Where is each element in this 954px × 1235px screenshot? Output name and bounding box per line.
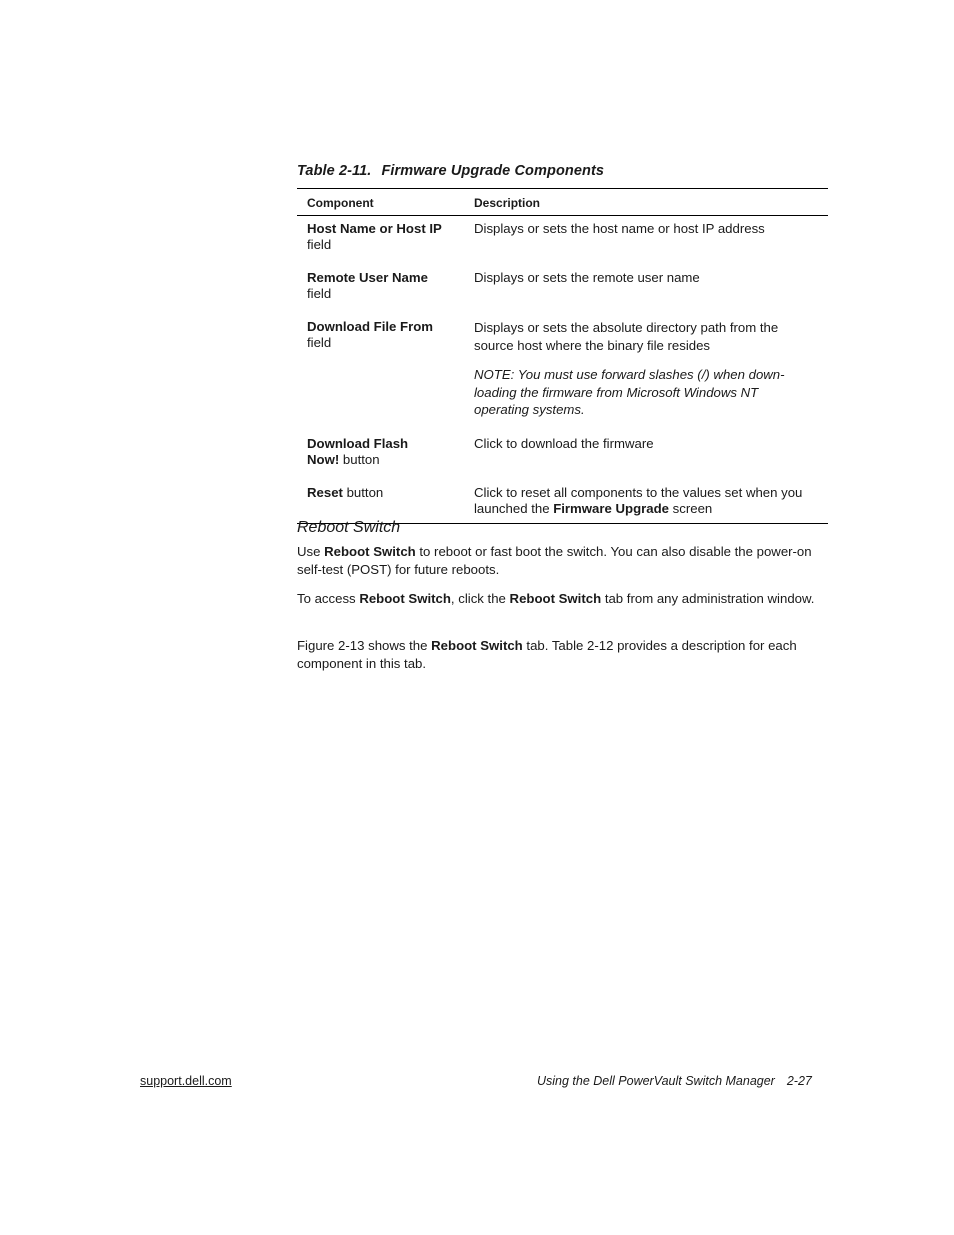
description-cell [474, 480, 828, 524]
p2-post: tab from any administration window. [604, 591, 815, 606]
description-cell [474, 314, 828, 431]
description-text: Displays or sets the absolute directory path from the source host where the binary file resides [474, 320, 779, 353]
footer-title: Using the Dell PowerVault Switch Manager [537, 1074, 775, 1088]
component-name: Host Name or Host IP [307, 221, 442, 236]
component-name-line2: Now! [307, 451, 340, 467]
table-row [297, 431, 828, 480]
component-type: button [342, 451, 380, 467]
support-link[interactable]: support.dell.com [140, 1074, 232, 1088]
component-type: button [346, 484, 384, 500]
description-text: Click to download the firmware [474, 435, 654, 451]
component-type: field [307, 335, 332, 350]
p1-pre: Use [297, 544, 321, 559]
running-footer [537, 1074, 812, 1088]
description-cell [474, 431, 828, 480]
note-text: NOTE: You must use forward slashes (/) when down-loading the firmware from Microsoft Windows NT operating systems. [474, 367, 785, 417]
p2-pre: To access [297, 591, 356, 606]
body-paragraph [297, 543, 830, 579]
p3-pre: Figure 2-13 shows the [297, 638, 428, 653]
body-paragraph [297, 590, 830, 608]
description-text: Displays or sets the remote user name [474, 270, 700, 285]
component-column-header: Component [297, 189, 474, 216]
description-post: screen [672, 500, 713, 516]
table-row [297, 480, 828, 524]
table-row [297, 314, 828, 431]
component-cell [297, 314, 474, 431]
description-cell [474, 216, 828, 266]
table-caption-title: Firmware Upgrade Components [381, 163, 605, 179]
description-cell [474, 265, 828, 314]
description-column-header: Description [474, 189, 828, 216]
p1-post: to reboot or fast boot the switch. You can also disable the power-on self-test (POST) for future reboots. [297, 544, 812, 577]
component-cell [297, 216, 474, 266]
p2-bold1: Reboot Switch [359, 591, 451, 606]
table-row [297, 265, 828, 314]
body-paragraph [297, 637, 830, 673]
component-type: field [307, 237, 332, 252]
table-caption [297, 163, 604, 179]
page-number: 2-27 [786, 1074, 812, 1088]
component-name: Reset [307, 484, 343, 500]
section-heading: Reboot Switch [297, 519, 401, 536]
p2-bold2: Reboot Switch [509, 591, 602, 606]
component-name: Download File From [307, 319, 434, 334]
description-bold: Firmware Upgrade [553, 500, 669, 516]
table-row [297, 216, 828, 266]
description-text [474, 485, 816, 517]
p1-bold: Reboot Switch [324, 544, 416, 559]
p2-mid: , click the [450, 591, 506, 606]
description-pre: Click to reset all components to the values set when you launched the [474, 484, 803, 516]
p3-bold: Reboot Switch [431, 638, 523, 653]
table-header-row [297, 189, 828, 216]
component-name: Remote User Name [307, 270, 428, 285]
table-caption-label: Table 2-11. [297, 163, 372, 179]
component-type: field [307, 286, 332, 301]
component-cell [297, 265, 474, 314]
component-cell [297, 431, 474, 480]
component-name-line1: Download Flash [307, 435, 409, 451]
description-text: Displays or sets the host name or host IP address [474, 221, 765, 236]
component-cell [297, 480, 474, 524]
firmware-upgrade-components-table [297, 188, 828, 524]
p3-post: tab. Table 2-12 provides a description for each component in this tab. [297, 638, 797, 671]
